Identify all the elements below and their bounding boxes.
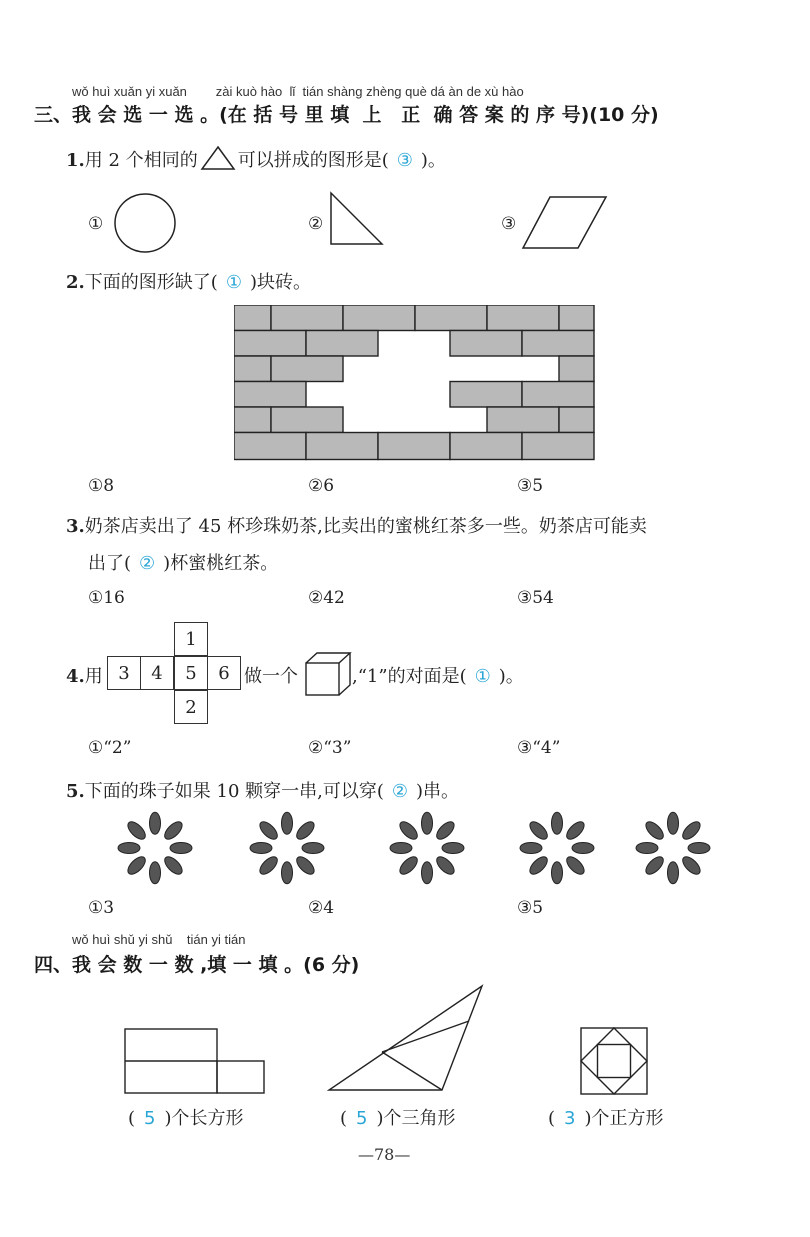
bead: [422, 812, 433, 834]
brick: [559, 356, 594, 382]
question-text: )。: [420, 150, 446, 171]
paren: (: [340, 1108, 348, 1129]
brick: [522, 331, 594, 357]
bead: [680, 819, 703, 842]
parallelogram-shape: [520, 194, 610, 252]
count-label: )个正方形: [584, 1108, 664, 1129]
question-3-line2: [88, 549, 278, 575]
net-face: 4: [140, 656, 174, 690]
brick: [522, 382, 594, 408]
brick: [450, 433, 522, 460]
section4-title: 四、我 会 数 一 数 ,填 一 填 。(6 分): [34, 954, 360, 976]
option-2: ②“3”: [308, 738, 352, 758]
option-3: ③5: [517, 898, 544, 918]
bead: [397, 854, 420, 877]
bead: [150, 812, 161, 834]
bead: [294, 819, 317, 842]
net-face: 1: [174, 622, 208, 656]
question-number: 4.: [66, 666, 85, 687]
option-3: ③“4”: [517, 738, 561, 758]
question-text: 可以拼成的图形是(: [237, 150, 389, 171]
question-4-pre: [66, 662, 103, 688]
brick: [234, 305, 271, 331]
question-text: )串。: [416, 781, 460, 802]
brick: [559, 305, 594, 331]
bead: [118, 843, 140, 854]
bead: [680, 854, 703, 877]
question-text: 用 2 个相同的: [84, 150, 198, 171]
answer-value: ②: [139, 553, 156, 574]
brick: [271, 356, 343, 382]
section3-pinyin: wǒ huì xuǎn yi xuǎn zài kuò hào lǐ tián shàng zhèng què dá àn de xù hào: [72, 84, 524, 99]
brick: [234, 382, 306, 408]
option-1: ①3: [88, 898, 115, 918]
bead: [442, 843, 464, 854]
brick: [234, 407, 271, 433]
option-2: ②4: [308, 898, 335, 918]
brick: [415, 305, 487, 331]
bead: [527, 854, 550, 877]
bead: [422, 862, 433, 884]
question-number: 2.: [66, 272, 85, 293]
bead: [643, 854, 666, 877]
brick: [378, 433, 450, 460]
bead: [390, 843, 412, 854]
right-triangle-shape: [328, 190, 386, 248]
bead-ring: [382, 808, 472, 888]
question-number: 1.: [66, 150, 85, 171]
bead: [552, 812, 563, 834]
bead: [572, 843, 594, 854]
count-label: )个长方形: [164, 1108, 244, 1129]
question-text: ,“1”的对面是(: [352, 666, 467, 687]
brick: [234, 433, 306, 460]
bead: [434, 854, 457, 877]
bead: [397, 819, 420, 842]
question-5: [66, 777, 459, 803]
brick: [271, 305, 343, 331]
bead-ring: [628, 808, 718, 888]
bead: [257, 854, 280, 877]
option-1: ①: [88, 214, 104, 234]
brick-wall: [234, 305, 596, 462]
bead: [125, 854, 148, 877]
question-1: [66, 145, 446, 172]
bead: [302, 843, 324, 854]
brick: [306, 331, 378, 357]
bead: [294, 854, 317, 877]
count-squares: [548, 1104, 664, 1130]
triangles-figure: [326, 984, 486, 1094]
option-1: ①16: [88, 588, 125, 608]
bead: [162, 819, 185, 842]
question-4-mid: 做一个: [244, 666, 298, 687]
question-text: )。: [498, 666, 524, 687]
bead: [520, 843, 542, 854]
bead-ring: [512, 808, 602, 888]
net-face: 5: [174, 656, 208, 690]
question-text: )杯蜜桃红茶。: [163, 553, 279, 574]
bead: [668, 862, 679, 884]
bead: [282, 812, 293, 834]
page-number: —78—: [358, 1145, 411, 1164]
squares-figure: [578, 1026, 650, 1096]
bead: [257, 819, 280, 842]
brick: [450, 382, 522, 408]
brick: [306, 433, 378, 460]
answer-value: ①: [225, 272, 242, 293]
answer-value: 3: [564, 1108, 576, 1129]
net-face: 2: [174, 690, 208, 724]
option-1: ①8: [88, 476, 115, 496]
option-1: ①“2”: [88, 738, 132, 758]
question-text: )块砖。: [249, 272, 311, 293]
bead: [564, 819, 587, 842]
count-triangles: [340, 1104, 456, 1130]
bead: [527, 819, 550, 842]
brick: [522, 433, 594, 460]
section3-title: 三、我 会 选 一 选 。(在 括 号 里 填 上 正 确 答 案 的 序 号)(10 分): [34, 104, 659, 126]
question-text: 下面的图形缺了(: [84, 272, 218, 293]
circle-shape: [112, 192, 178, 254]
bead-ring: [242, 808, 332, 888]
brick: [487, 407, 559, 433]
question-text: 下面的珠子如果 10 颗穿一串,可以穿(: [84, 781, 384, 802]
question-4-post: [352, 662, 524, 688]
net-face: 3: [107, 656, 141, 690]
question-3: [66, 512, 647, 538]
brick: [559, 407, 594, 433]
bead: [170, 843, 192, 854]
brick: [271, 407, 343, 433]
bead: [282, 862, 293, 884]
bead: [636, 843, 658, 854]
bead: [688, 843, 710, 854]
bead: [564, 854, 587, 877]
answer-value: ③: [396, 150, 413, 171]
option-3: ③5: [517, 476, 544, 496]
paren: (: [548, 1108, 556, 1129]
question-text: 奶茶店卖出了 45 杯珍珠奶茶,比卖出的蜜桃红茶多一些。奶茶店可能卖: [84, 516, 647, 537]
bead: [150, 862, 161, 884]
question-text: 用: [84, 666, 103, 687]
question-text: 出了(: [88, 553, 132, 574]
brick: [343, 305, 415, 331]
bead: [434, 819, 457, 842]
brick: [234, 331, 306, 357]
bead: [643, 819, 666, 842]
option-2: ②6: [308, 476, 335, 496]
option-2: ②42: [308, 588, 345, 608]
bead: [250, 843, 272, 854]
brick: [450, 331, 522, 357]
triangle-icon: [200, 145, 236, 171]
net-face: 6: [207, 656, 241, 690]
option-3: ③54: [517, 588, 554, 608]
option-3: ③: [501, 214, 517, 234]
option-2: ②: [308, 214, 324, 234]
answer-value: ②: [391, 781, 409, 802]
section4-pinyin: wǒ huì shǔ yi shǔ tián yi tián: [72, 932, 246, 947]
bead: [162, 854, 185, 877]
brick: [487, 305, 559, 331]
bead: [668, 812, 679, 834]
count-label: )个三角形: [376, 1108, 456, 1129]
count-rectangles: [128, 1104, 244, 1130]
answer-value: ①: [474, 666, 491, 687]
bead: [125, 819, 148, 842]
question-number: 5.: [66, 781, 85, 802]
bead-ring: [110, 808, 200, 888]
cube-icon: [303, 650, 353, 698]
question-number: 3.: [66, 516, 85, 537]
rectangles-figure: [122, 1026, 268, 1096]
bead: [552, 862, 563, 884]
paren: (: [128, 1108, 136, 1129]
brick: [234, 356, 271, 382]
answer-value: 5: [144, 1108, 156, 1129]
answer-value: 5: [356, 1108, 368, 1129]
question-2: [66, 268, 311, 294]
